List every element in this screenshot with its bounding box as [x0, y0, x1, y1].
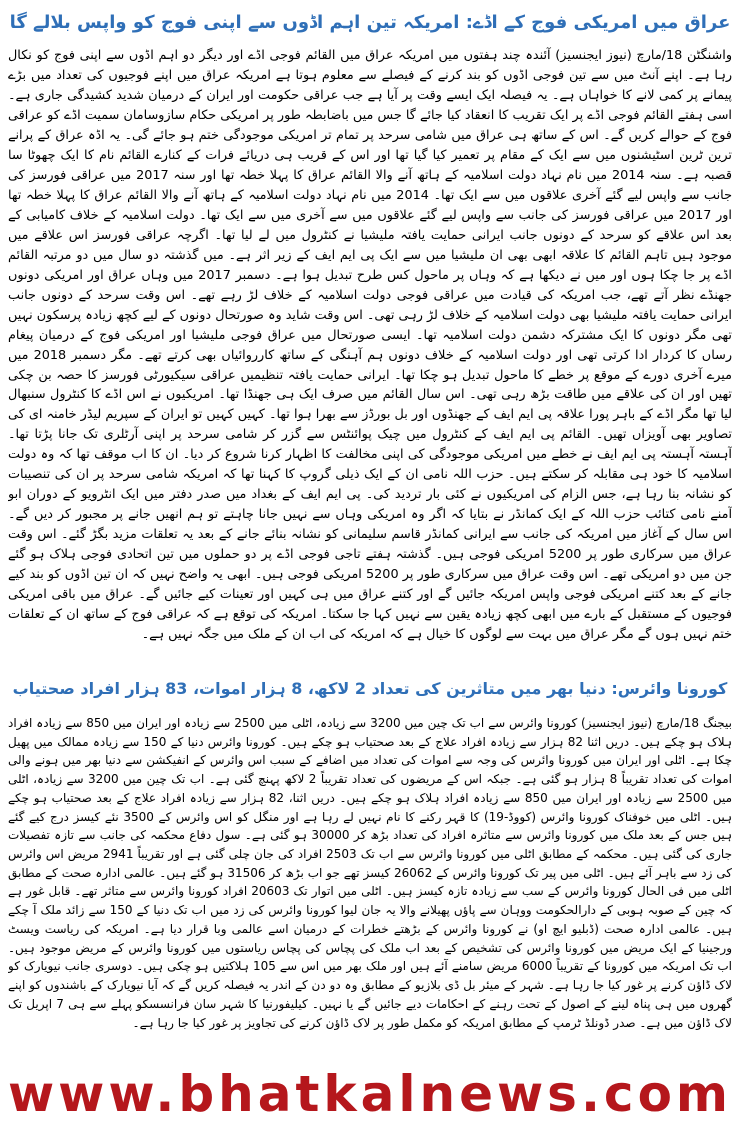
article-2-body: بیجنگ 18/مارچ (نیوز ایجنسیز) کورونا وائرس سے اب تک چین میں 3200 سے زیادہ، اٹلی میں 2500 سے زیادہ اور ایران میں 850 سے زیادہ افراد ہلاک ہو چکے ہیں۔ دریں اثنا 82 ہزار سے زیادہ افراد علاج کے بعد صحتیاب ہو چکے ہیں۔ کورونا وائرس دنیا کے 150 سے زیادہ ممالک میں پھیل چکا ہے۔ اٹلی اور ایران میں کورونا وائرس کی وجہ سے اموات کی تعداد میں اضافے کے سبب اس وائرس کے انفیکشن سے دنیا بھر میں ہونے والی اموات کی تعداد تقریباً 8 ہزار ہو گئی ہے۔ جبکہ اس کے مریضوں کی تعداد تقریباً 2 لاکھ پہنچ گئی ہے۔ اب تک چین میں 3200 سے زیادہ، اٹلی میں 2500 سے زیادہ اور ایران میں 850 سے زیادہ افراد ہلاک ہو چکے ہیں۔ دریں اثنا، 82 ہزار سے زیادہ افراد علاج کے بعد صحتیاب ہو چکے ہیں۔ اٹلی میں خوفناک کورونا وائرس (کووڈ-19) کا قہر رکنے کا نام نہیں لے رہا ہے اور منگل کو اس وائرس کے 3500 نئے کیسز درج کیے گئے ہیں جس کے بعد ملک میں کورونا وائرس سے متاثرہ افراد کی تعداد بڑھ کر 30000 ہو گئی ہے۔ سول دفاع محکمہ کی جانب سے تازہ تفصیلات جاری کی گئی ہیں۔ محکمہ کے مطابق اٹلی میں کورونا وائرس سے اب تک 2503 افراد کی جان چلی گئی ہے اور تقریباً 2941 مریض اس وائرس کی زد سے باہر آئے ہیں۔ اٹلی میں پیر تک کورونا وائرس کے 26062 کیسز تھے جو اب بڑھ کر 31506 ہو گئے ہیں۔ عالمی ادارہ صحت کے مطابق اٹلی میں فی الحال کورونا وائرس کے سب سے زیادہ تازہ کیسز ہیں۔ اٹلی میں اتوار تک 20603 افراد کورونا وائرس سے متاثر تھے۔ قابل غور ہے کہ چین کے صوبہ ہوبی کے دارالحکومت ووہان سے پاؤں پھیلانے والا یہ جان لیوا کورونا وائرس کی زد میں اب تک دنیا کے 150 سے زائد ملک آ چکے ہیں۔ عالمی ادارہ صحت (ڈبلیو ایچ او) نے کورونا وائرس کے بڑھتے خطرات کے درمیان اسے عالمی وبا قرار دیا ہے۔ امریکہ کی ریاست ویسٹ ورجینیا کے ایک مریض میں کورونا وائرس کی تشخیص کے بعد اب ملک کی پچاس کی پچاس ریاستوں میں کورونا وائرس کے مریض موجود ہیں۔ اب تک امریکہ میں کورونا کے تقریباً 6000 مریض سامنے آئے ہیں اور ملک بھر میں اس سے 105 ہلاکتیں ہو چکی ہیں۔ دوسری جانب نیویارک کو لاک ڈاؤن کرنے پر غور کیا جا رہا ہے۔ شہر کے میئر بل ڈی بلازیو کے مطابق وہ دو دن کے اندر یہ فیصلہ کریں گے کہ آیا نیویارک کے باشندوں کو اپنے گھروں میں ہی پناہ لینے کے اصول کے تحت رہنے کے احکامات دیے جائیں گے یا نہیں۔ کیلیفورنیا کا شہر سان فرانسسکو پہلے سے ہی 7 اپریل تک لاک ڈاؤن میں ہے۔ صدر ڈونلڈ ٹرمپ کے مطابق امریکہ کو مکمل طور پر لاک ڈاؤن کرنے کی تجاویز پر غور کیا جا رہا ہے۔ [8, 716, 732, 1030]
article-1-body: واشنگٹن 18/مارچ (نیوز ایجنسیز) آئندہ چند ہفتوں میں امریکہ عراق میں القائم فوجی اڈے اور دیگر دو اہم اڈوں سے اپنی فوج کو نکال رہا ہے۔ اپنے آنٹ میں سے تین فوجی اڈوں کو بند کرنے کے فیصلے سے معلوم ہوتا ہے امریکہ عراق میں اپنے فوجیوں کی تعداد میں بڑے پیمانے پر کمی لانے کا خواہاں ہے۔ یہ فیصلہ ایک ایسے وقت پر آیا ہے جب عراقی حکومت اور ایران کے درمیان شدید کشیدگی جاری ہے۔ اسی ہفتے القائم فوجی اڈے پر ایک تقریب کا انعقاد کیا جائے گا جس میں باضابطہ طور پر امریکی حکام سازوسامان سمیت اڈے کو عراقی فوج کے حوالے کریں گے۔ اس کے ساتھ ہی عراق میں شامی سرحد پر تمام تر امریکی موجودگی ختم ہو جائے گی۔ یہ اڈہ عراق کے پرانے ترین ٹرین اسٹیشنوں میں سے ایک کے مقام پر تعمیر کیا گیا تھا اور اس کے قریب ہی دریائے فرات کے کنارے القائم نام کا ایک چھوٹا سا قصبہ ہے۔ سنہ 2014 میں نام نہاد دولت اسلامیہ کے ہاتھ آنے والا القائم عراق کا پہلا خطہ تھا اور سنہ 2017 میں عراقی فورسز کی جانب سے واپس لیے گئے آخری علاقوں میں سے ایک تھا۔ 2014 میں نام نہاد دولت اسلامیہ کے ہاتھ آنے والا القائم عراق کا پہلا خطہ تھا اور 2017 میں عراقی فورسز کی جانب سے واپس لیے گئے علاقوں میں سے آخری میں سے ایک تھا۔ دولت اسلامیہ کے خلاف کامیابی کے بعد اس علاقے کو سرحد کے دونوں جانب ایرانی حمایت یافتہ ملیشیا نے کنٹرول میں لے لیا تھا۔ اگرچہ عراقی فورسز اس علاقے میں موجود ہیں تاہم القائم کا علاقہ ابھی بھی ان ملیشیا میں سے ایک پی ایم ایف کے زیر اثر ہے۔ میں گذشتہ دو سال میں دو مرتبہ القائم اڈے پر جا چکا ہوں اور میں نے دیکھا ہے کہ وہاں پر ماحول کس طرح تبدیل ہوا ہے۔ دسمبر 2017 میں وہاں عراق اور امریکی دونوں جھنڈے نظر آتے تھے، جب امریکہ کی قیادت میں عراقی فوجی دولت اسلامیہ کے خلاف لڑ رہے تھے۔ اس وقت سرحد کے دونوں جانب ایرانی حمایت یافتہ ملیشیا بھی دولت اسلامیہ کے خلاف لڑ رہی تھی۔ اس وقت شاید وہ صورتحال دونوں کے لیے کچھ زیادہ پرسکون نہیں تھی مگر دونوں کا ایک مشترکہ دشمن دولت اسلامیہ تھا۔ ایسی صورتحال میں عراق فوجی ملیشیا اور امریکی فوج کے درمیان پیغام رساں کا کردار ادا کرتی تھی اور دولت اسلامیہ کے خلاف دونوں ہم آہنگی کے ساتھ کارروائیاں بھی کرتے تھے۔ مگر دسمبر 2018 میں میرے آخری دورے کے موقع پر خطے کا ماحول تبدیل ہو چکا تھا۔ ایرانی حمایت یافتہ تنظیمیں عراقی سیکیورٹی فورسز کا حصہ بن چکی تھیں اور ان کی علاقے میں طاقت بڑھ رہی تھی۔ اس سال القائم میں صرف ایک ہی جھنڈا تھا۔ امریکیوں نے اس اڈے کا کنٹرول سنبھال لیا تھا مگر اڈے کے باہر پورا علاقہ پی ایم ایف کے جھنڈوں اور بل بورڈز سے بھرا ہوا تھا۔ کہیں کہیں تو ایران کے سپریم لیڈر خامنہ ای کی تصاویر بھی آویزاں تھیں۔ القائم پی ایم ایف کے کنٹرول میں چیک پوائنٹس سے گزر کر شامی سرحد پر اپنی آرٹلری تک جانا پڑتا تھا۔ آہستہ آہستہ پی ایم ایف نے خطے میں امریکی موجودگی کی اپنی مخالفت کا اظہار کرنا شروع کر دیا۔ ان کا اب موقف تھا کہ وہ دولت اسلامیہ کا خود ہی مقابلہ کر سکتے ہیں۔ حزب اللہ نامی ان کے ایک ذیلی گروپ کا کہنا تھا کہ امریکہ شامی سرحد پر ان کی تنصیبات کو نشانہ بنا رہا ہے، جس الزام کی امریکیوں نے کئی بار تردید کی۔ پی ایم ایف کے بغداد میں صدر دفتر میں ایک انٹرویو کے دوران ابو آمنے نامی کتائب حزب اللہ کے ایک کمانڈر نے بتایا کہ اگر وہ امریکی وہاں سے نہیں جانا چاہتے تو ہم انھیں جانے پر مجبور کر دیں گے۔ اس سال کے آغاز میں امریکہ کی جانب سے ایرانی کمانڈر قاسم سلیمانی کو نشانہ بنائے جانے کے بعد یہ تعلقات مزید بگڑ گئے۔ اس وقت عراق میں سرکاری طور پر 5200 امریکی فوجی ہیں۔ گذشتہ ہفتے تاجی فوجی اڈے پر دو حملوں میں تین اتحادی فوجی ہلاک ہو گئے جن میں دو امریکی تھے۔ اس وقت عراق میں سرکاری طور پر 5200 امریکی فوجی ہیں۔ ابھی یہ واضح نہیں کہ ان تین اڈوں کو بند کیے جانے کے بعد کتنے امریکی فوجی واپس امریکہ جائیں گے اور کتنے عراق میں ہی کہیں اور تعینات کیے جائیں گے۔ عراق میں باقی امریکی فوجیوں کے مستقبل کے بارے میں ابھی کچھ زیادہ یقین سے نہیں کہا جا سکتا۔ امریکہ کی توقع ہے کہ عراقی فوج کے ساتھ ان کے تعلقات ختم نہیں ہوں گے مگر عراق میں بہت سے لوگوں کا خیال ہے کہ امریکہ کی اب ان کے ملک میں جگہ نہیں ہے۔ [8, 48, 732, 643]
article-1-headline: عراق میں امریکی فوج کے اڈے: امریکہ تین اہم اڈوں سے اپنی فوج کو واپس بلالے گا [9, 12, 731, 33]
article-2-headline: کورونا وائرس: دنیا بھر میں متاثرین کی تعداد 2 لاکھ، 8 ہزار اموات، 83 ہزار افراد صحتیاب [12, 679, 728, 698]
website-url-footer: www.bhatkalnews.com [7, 1065, 733, 1123]
